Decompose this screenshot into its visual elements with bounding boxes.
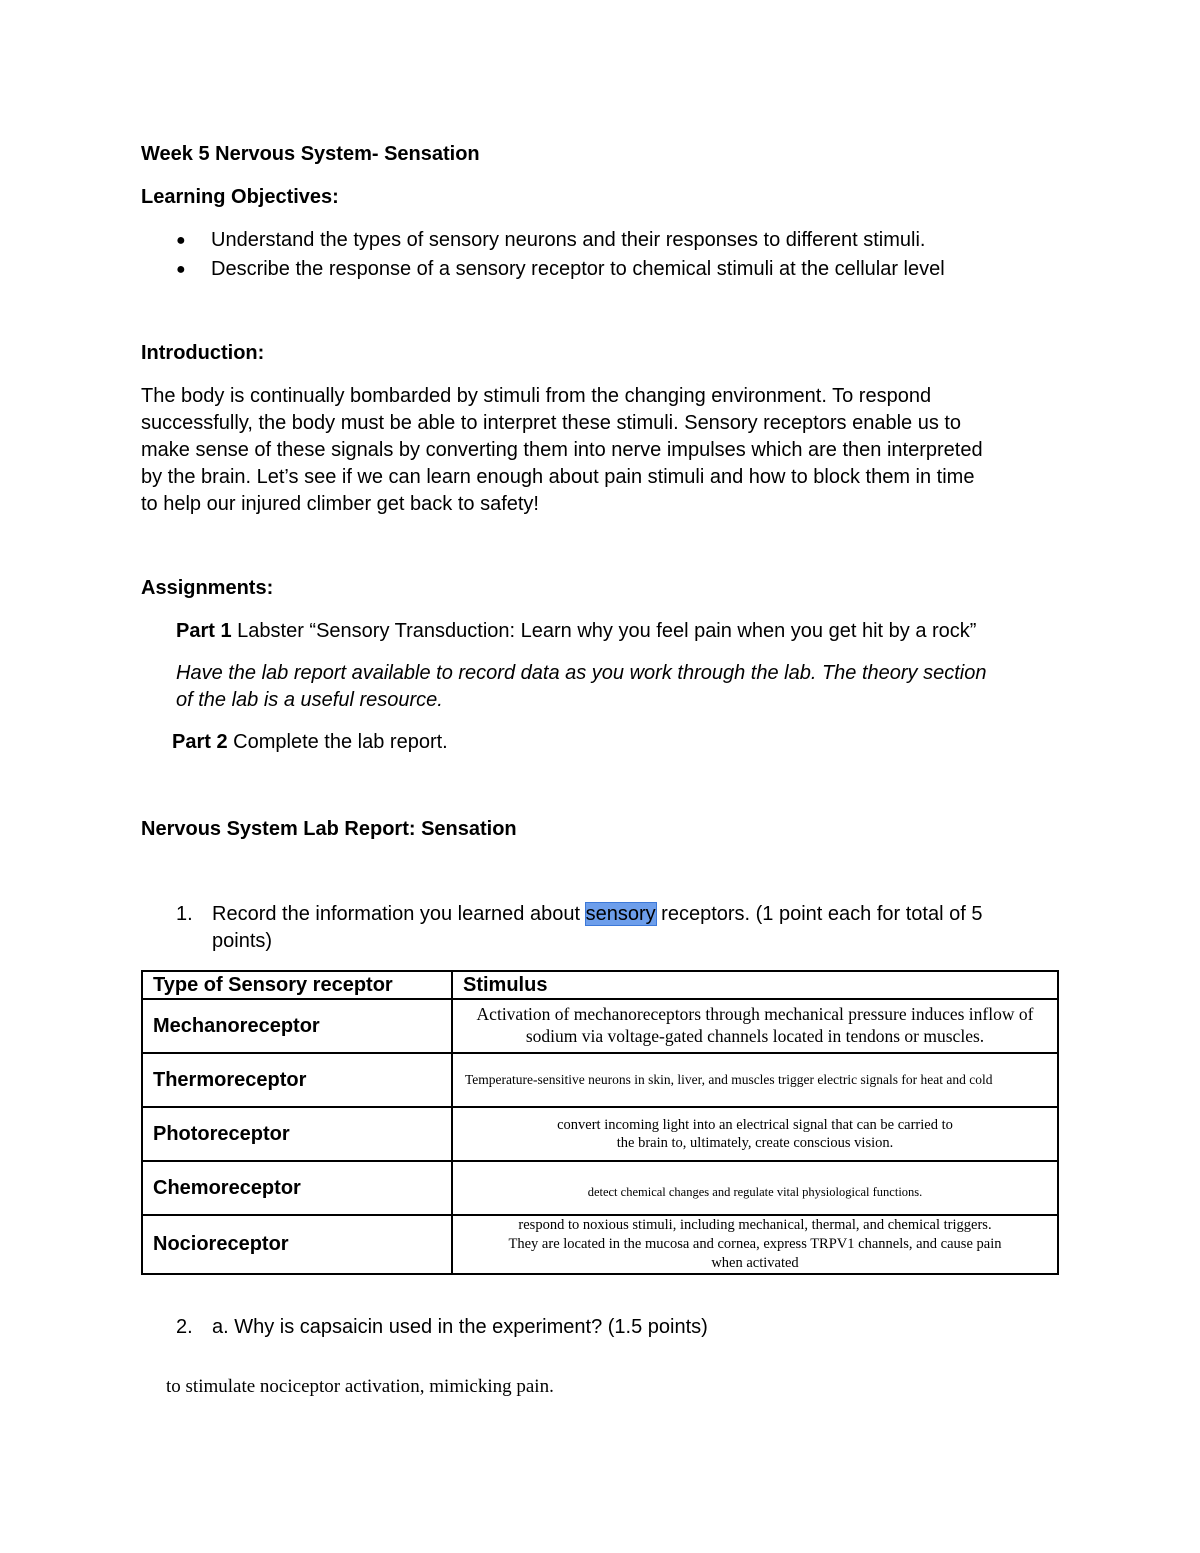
- part1-text: Labster “Sensory Transduction: Learn why you feel pain when you get hit by a rock”: [231, 620, 977, 642]
- intro-line: by the brain. Let’s see if we can learn enough about pain stimuli and how to block them in time: [141, 466, 975, 488]
- question-1-text: Record the information you learned about sensory receptors. (1 point each for total of 5: [212, 903, 983, 925]
- objective-item: Describe the response of a sensory receptor to chemical stimuli at the cellular level: [211, 258, 945, 280]
- stimulus-cell: Activation of mechanoreceptors through mechanical pressure induces inflow of sodium via voltage-gated channels located in tendons or muscles.: [452, 999, 1058, 1053]
- assignment-note-line: Have the lab report available to record data as you work through the lab. The theory section: [176, 662, 987, 684]
- assignment-note-line: of the lab is a useful resource.: [176, 689, 443, 711]
- receptor-name: Mechanoreceptor: [142, 999, 452, 1053]
- stimulus-cell: convert incoming light into an electrical signal that can be carried to the brain to, ultimately, create conscious vision.: [452, 1107, 1058, 1161]
- assignments-heading: Assignments:: [141, 577, 274, 599]
- part1-label: Part 1: [176, 620, 232, 642]
- sensory-receptor-table: [141, 970, 1059, 1275]
- column-header-stimulus: Stimulus: [452, 971, 1058, 999]
- question-1-number: 1.: [176, 903, 193, 925]
- table-row: [142, 1107, 1058, 1161]
- question-2-answer: to stimulate nociceptor activation, mimicking pain.: [166, 1376, 554, 1397]
- stimulus-cell: Temperature-sensitive neurons in skin, liver, and muscles trigger electric signals for heat and cold: [452, 1053, 1058, 1107]
- receptor-name: Photoreceptor: [142, 1107, 452, 1161]
- table-row: [142, 1215, 1058, 1274]
- intro-line: to help our injured climber get back to safety!: [141, 493, 539, 515]
- stimulus-cell: detect chemical changes and regulate vital physiological functions.: [452, 1161, 1058, 1215]
- column-header-receptor: Type of Sensory receptor: [142, 971, 452, 999]
- table-header-row: [142, 971, 1058, 999]
- question-2-text: a. Why is capsaicin used in the experiment? (1.5 points): [212, 1316, 708, 1338]
- receptor-name: Thermoreceptor: [142, 1053, 452, 1107]
- bullet-icon: ●: [176, 261, 186, 278]
- lab-report-heading: Nervous System Lab Report: Sensation: [141, 818, 517, 840]
- highlighted-word[interactable]: sensory: [585, 903, 656, 925]
- intro-line: The body is continually bombarded by stimuli from the changing environment. To respond: [141, 385, 932, 407]
- intro-line: make sense of these signals by converting them into nerve impulses which are then interpreted: [141, 439, 983, 461]
- objective-item: Understand the types of sensory neurons and their responses to different stimuli.: [211, 229, 926, 251]
- assignment-part1: [176, 620, 976, 643]
- question-2-number: 2.: [176, 1316, 193, 1338]
- table-row: [142, 1161, 1058, 1215]
- receptor-name: Nocioreceptor: [142, 1215, 452, 1274]
- table-row: [142, 999, 1058, 1053]
- receptor-name: Chemoreceptor: [142, 1161, 452, 1215]
- introduction-heading: Introduction:: [141, 342, 265, 364]
- stimulus-cell: respond to noxious stimuli, including mechanical, thermal, and chemical triggers. They are located in the mucosa and cornea, express TRPV1 channels, and cause pain when activated: [452, 1215, 1058, 1274]
- part2-text: Complete the lab report.: [227, 731, 448, 753]
- part2-label: Part 2: [172, 731, 228, 753]
- page-title: Week 5 Nervous System- Sensation: [141, 143, 480, 165]
- table-row: [142, 1053, 1058, 1107]
- question-1-text-cont: points): [212, 930, 273, 952]
- bullet-icon: ●: [176, 232, 186, 249]
- intro-line: successfully, the body must be able to interpret these stimuli. Sensory receptors enable us to: [141, 412, 962, 434]
- assignment-part2: [172, 731, 448, 754]
- objectives-heading: Learning Objectives:: [141, 186, 339, 208]
